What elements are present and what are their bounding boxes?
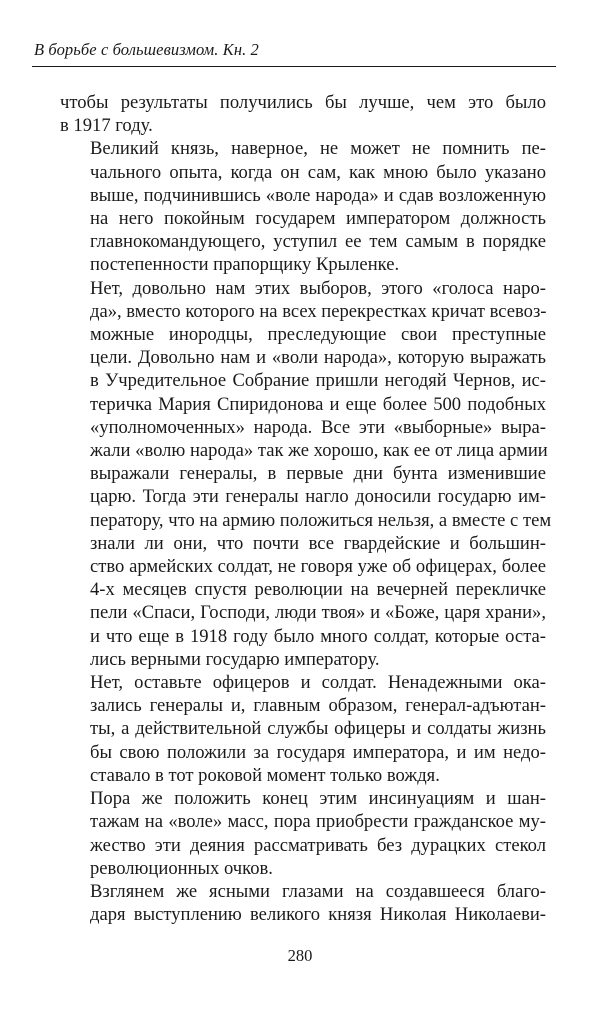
paragraph (60, 671, 546, 787)
text-line: жество эти деяния рассматривать без дурацких стекол (90, 834, 546, 856)
paragraph (60, 880, 546, 926)
text-line: жали «волю народа» так же хорошо, как ее от лица армии (90, 440, 548, 462)
text-line: да», вместо которого на всех перекрестках кричат всевоз- (90, 300, 547, 322)
text-line: царю. Тогда эти генералы нагло доносили государю им- (90, 486, 546, 508)
text-line: 4-х месяцев спустя революции на вечерней перекличке (90, 579, 546, 601)
text-line: революционных очков. (90, 857, 273, 879)
text-line: знали ли они, что почти все гвардейские и большин- (90, 532, 546, 554)
text-line: Пора же положить конец этим инсинуациям и шан- (90, 788, 546, 810)
text-line: зались генералы и, главным образом, генерал-адъютан- (90, 695, 546, 717)
header-rule (32, 66, 556, 67)
text-line: Взглянем же ясными глазами на создавшееся благо- (90, 880, 546, 902)
text-line: ты, а действительной службы офицеры и солдаты жизнь (90, 718, 546, 740)
text-line: тажам на «воле» масс, пора приобрести гражданское му- (90, 811, 546, 833)
text-line: ператору, что на армию положиться нельзя, а вместе с тем (90, 509, 552, 531)
text-line: постепенности прапорщику Крыленке. (90, 254, 400, 276)
text-line: в Учредительное Собрание пришли негодяй Чернов, ис- (90, 370, 546, 392)
text-line: Нет, довольно нам этих выборов, этого «голоса наро- (90, 277, 546, 299)
text-line: даря выступлению великого князя Николая Николаеви- (90, 904, 546, 926)
text-line: в 1917 году. (60, 115, 153, 137)
text-line: главнокомандующего, уступил ее тем самым в порядке (90, 231, 546, 253)
body-text (60, 91, 552, 926)
text-line: Великий князь, наверное, не может не помнить пе- (90, 138, 546, 160)
text-line: цели. Довольно нам и «воли народа», которую выражать (90, 347, 546, 369)
text-line: чального опыта, когда он сам, как мною было указано (90, 161, 546, 183)
text-line: бы свою положили за государя императора, и им недо- (90, 741, 546, 763)
text-line: выше, подчинившись «воле народа» и сдав возложенную (90, 184, 546, 206)
text-line: ство армейских солдат, не говоря уже об офицерах, более (90, 556, 546, 578)
page-number: 280 (287, 946, 313, 965)
paragraph (60, 91, 546, 137)
text-line: на него покойным государем императором должность (90, 208, 546, 230)
text-line: лись верными государю императору. (90, 648, 380, 670)
text-line: ставало в тот роковой момент только вождя. (90, 764, 440, 786)
text-line: выражали генералы, в первые дни бунта изменившие (90, 463, 546, 485)
paragraph (60, 137, 546, 276)
text-line: пели «Спаси, Господи, люди твоя» и «Боже, царя храни», (90, 602, 546, 624)
text-line: чтобы результаты получились бы лучше, чем это было (60, 92, 546, 113)
paragraph (60, 277, 552, 671)
paragraph (60, 787, 546, 880)
running-header-title: В борьбе с большевизмом. Кн. 2 (34, 40, 259, 59)
text-line: теричка Мария Спиридонова и еще более 500 подобных (90, 393, 546, 415)
text-line: можные инородцы, преследующие свои преступные (90, 324, 546, 346)
text-line: и что еще в 1918 году было много солдат, которые оста- (90, 625, 546, 647)
text-line: Нет, оставьте офицеров и солдат. Ненадежными ока- (90, 672, 546, 694)
text-line: «уполномоченных» народа. Все эти «выборные» выра- (90, 416, 546, 438)
